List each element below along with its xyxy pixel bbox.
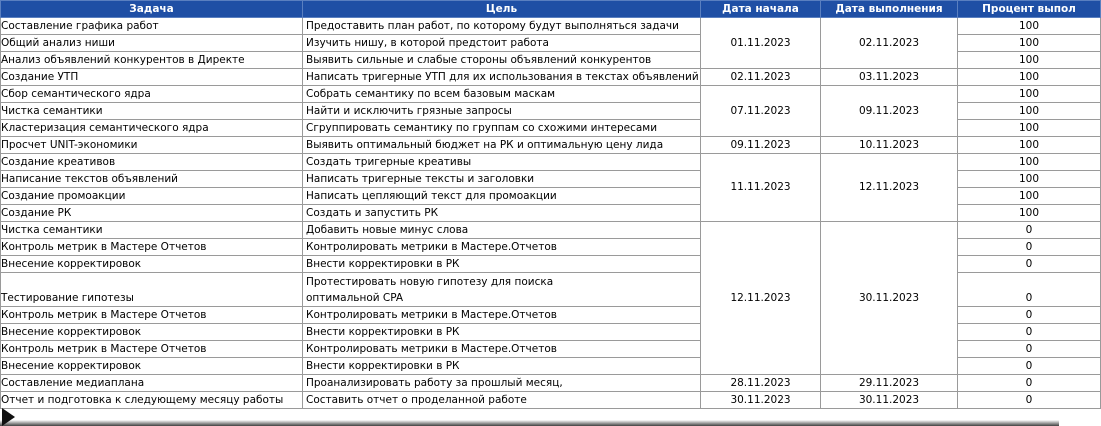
task-cell[interactable]: Написание текстов объявлений	[1, 171, 303, 188]
end-date-cell[interactable]: 09.11.2023	[821, 86, 958, 137]
goal-cell[interactable]: Проанализировать работу за прошлый месяц,	[303, 375, 701, 392]
task-cell[interactable]: Кластеризация семантического ядра	[1, 120, 303, 137]
percent-cell[interactable]: 0	[958, 358, 1101, 375]
goal-cell[interactable]: Написать тригерные тексты и заголовки	[303, 171, 701, 188]
task-cell[interactable]: Создание креативов	[1, 154, 303, 171]
percent-cell[interactable]: 100	[958, 205, 1101, 222]
play-icon[interactable]	[2, 408, 15, 426]
percent-cell[interactable]: 0	[958, 375, 1101, 392]
task-cell[interactable]: Контроль метрик в Мастере Отчетов	[1, 239, 303, 256]
table-row	[1, 154, 1101, 171]
task-cell[interactable]: Общий анализ ниши	[1, 35, 303, 52]
goal-cell[interactable]: Внести корректировки в РК	[303, 324, 701, 341]
task-cell[interactable]: Анализ объявлений конкурентов в Директе	[1, 52, 303, 69]
goal-line: оптимальной CPA	[306, 291, 404, 304]
task-cell[interactable]: Внесение корректировок	[1, 256, 303, 273]
task-cell[interactable]: Создание УТП	[1, 69, 303, 86]
goal-cell[interactable]: Собрать семантику по всем базовым маскам	[303, 86, 701, 103]
percent-cell[interactable]: 0	[958, 222, 1101, 239]
percent-cell[interactable]: 100	[958, 120, 1101, 137]
percent-cell[interactable]: 0	[958, 392, 1101, 409]
end-date-cell[interactable]: 30.11.2023	[821, 222, 958, 375]
task-cell[interactable]: Чистка семантики	[1, 222, 303, 239]
percent-cell[interactable]: 100	[958, 103, 1101, 120]
goal-cell[interactable]: Добавить новые минус слова	[303, 222, 701, 239]
task-cell[interactable]: Сбор семантического ядра	[1, 86, 303, 103]
start-date-cell[interactable]: 30.11.2023	[701, 392, 821, 409]
percent-cell[interactable]: 0	[958, 341, 1101, 358]
header-percent[interactable]: Процент выпол	[958, 1, 1101, 18]
percent-cell[interactable]: 100	[958, 35, 1101, 52]
percent-cell[interactable]: 100	[958, 18, 1101, 35]
table-row	[1, 392, 1101, 409]
start-date-cell[interactable]: 02.11.2023	[701, 69, 821, 86]
video-overlay-bar	[0, 420, 1059, 426]
task-cell[interactable]: Составление графика работ	[1, 18, 303, 35]
goal-cell[interactable]: Контролировать метрики в Мастере.Отчетов	[303, 341, 701, 358]
table-row	[1, 86, 1101, 103]
header-row	[1, 1, 1101, 18]
table-row	[1, 375, 1101, 392]
goal-cell[interactable]: Выявить сильные и слабые стороны объявлений конкурентов	[303, 52, 701, 69]
task-cell[interactable]: Контроль метрик в Мастере Отчетов	[1, 341, 303, 358]
goal-cell[interactable]: Контролировать метрики в Мастере.Отчетов	[303, 239, 701, 256]
end-date-cell[interactable]: 30.11.2023	[821, 392, 958, 409]
task-cell[interactable]: Внесение корректировок	[1, 358, 303, 375]
goal-cell[interactable]: Найти и исключить грязные запросы	[303, 103, 701, 120]
header-start-date[interactable]: Дата начала	[701, 1, 821, 18]
percent-cell[interactable]: 100	[958, 52, 1101, 69]
task-cell[interactable]: Создание РК	[1, 205, 303, 222]
task-cell[interactable]: Тестирование гипотезы	[1, 273, 303, 307]
task-cell[interactable]: Создание промоакции	[1, 188, 303, 205]
goal-cell[interactable]: Сгруппировать семантику по группам со схожими интересами	[303, 120, 701, 137]
goal-cell[interactable]: Написать тригерные УТП для их использования в текстах объявлений	[303, 69, 701, 86]
percent-cell[interactable]: 0	[958, 239, 1101, 256]
start-date-cell[interactable]: 09.11.2023	[701, 137, 821, 154]
goal-cell[interactable]: Предоставить план работ, по которому будут выполняться задачи	[303, 18, 701, 35]
task-cell[interactable]: Чистка семантики	[1, 103, 303, 120]
task-cell[interactable]: Просчет UNIT-экономики	[1, 137, 303, 154]
table-row	[1, 137, 1101, 154]
header-goal[interactable]: Цель	[303, 1, 701, 18]
end-date-cell[interactable]: 02.11.2023	[821, 18, 958, 69]
end-date-cell[interactable]: 10.11.2023	[821, 137, 958, 154]
end-date-cell[interactable]: 29.11.2023	[821, 375, 958, 392]
goal-cell[interactable]: Написать цепляющий текст для промоакции	[303, 188, 701, 205]
goal-cell[interactable]: Создать и запустить РК	[303, 205, 701, 222]
percent-cell[interactable]: 100	[958, 69, 1101, 86]
percent-cell[interactable]: 0	[958, 256, 1101, 273]
goal-cell[interactable]: Изучить нишу, в которой предстоит работа	[303, 35, 701, 52]
task-cell[interactable]: Отчет и подготовка к следующему месяцу работы	[1, 392, 303, 409]
goal-cell[interactable]: Внести корректировки в РК	[303, 358, 701, 375]
end-date-cell[interactable]: 12.11.2023	[821, 154, 958, 222]
end-date-cell[interactable]: 03.11.2023	[821, 69, 958, 86]
task-cell[interactable]: Контроль метрик в Мастере Отчетов	[1, 307, 303, 324]
goal-cell[interactable]: Создать тригерные креативы	[303, 154, 701, 171]
start-date-cell[interactable]: 11.11.2023	[701, 154, 821, 222]
percent-cell[interactable]: 100	[958, 154, 1101, 171]
goal-line: Протестировать новую гипотезу для поиска	[306, 275, 554, 288]
goal-cell[interactable]: Составить отчет о проделанной работе	[303, 392, 701, 409]
percent-cell[interactable]: 0	[958, 307, 1101, 324]
goal-cell[interactable]: Выявить оптимальный бюджет на РК и оптимальную цену лида	[303, 137, 701, 154]
start-date-cell[interactable]: 01.11.2023	[701, 18, 821, 69]
percent-cell[interactable]: 100	[958, 171, 1101, 188]
start-date-cell[interactable]: 28.11.2023	[701, 375, 821, 392]
header-task[interactable]: Задача	[1, 1, 303, 18]
table-row	[1, 18, 1101, 35]
percent-cell[interactable]: 0	[958, 324, 1101, 341]
goal-cell[interactable]	[303, 273, 701, 307]
goal-cell[interactable]: Внести корректировки в РК	[303, 256, 701, 273]
start-date-cell[interactable]: 12.11.2023	[701, 222, 821, 375]
table-row	[1, 69, 1101, 86]
task-cell[interactable]: Внесение корректировок	[1, 324, 303, 341]
percent-cell[interactable]: 0	[958, 273, 1101, 307]
start-date-cell[interactable]: 07.11.2023	[701, 86, 821, 137]
task-cell[interactable]: Составление медиаплана	[1, 375, 303, 392]
percent-cell[interactable]: 100	[958, 137, 1101, 154]
percent-cell[interactable]: 100	[958, 188, 1101, 205]
goal-cell[interactable]: Контролировать метрики в Мастере.Отчетов	[303, 307, 701, 324]
table-row	[1, 222, 1101, 239]
percent-cell[interactable]: 100	[958, 86, 1101, 103]
header-end-date[interactable]: Дата выполнения	[821, 1, 958, 18]
